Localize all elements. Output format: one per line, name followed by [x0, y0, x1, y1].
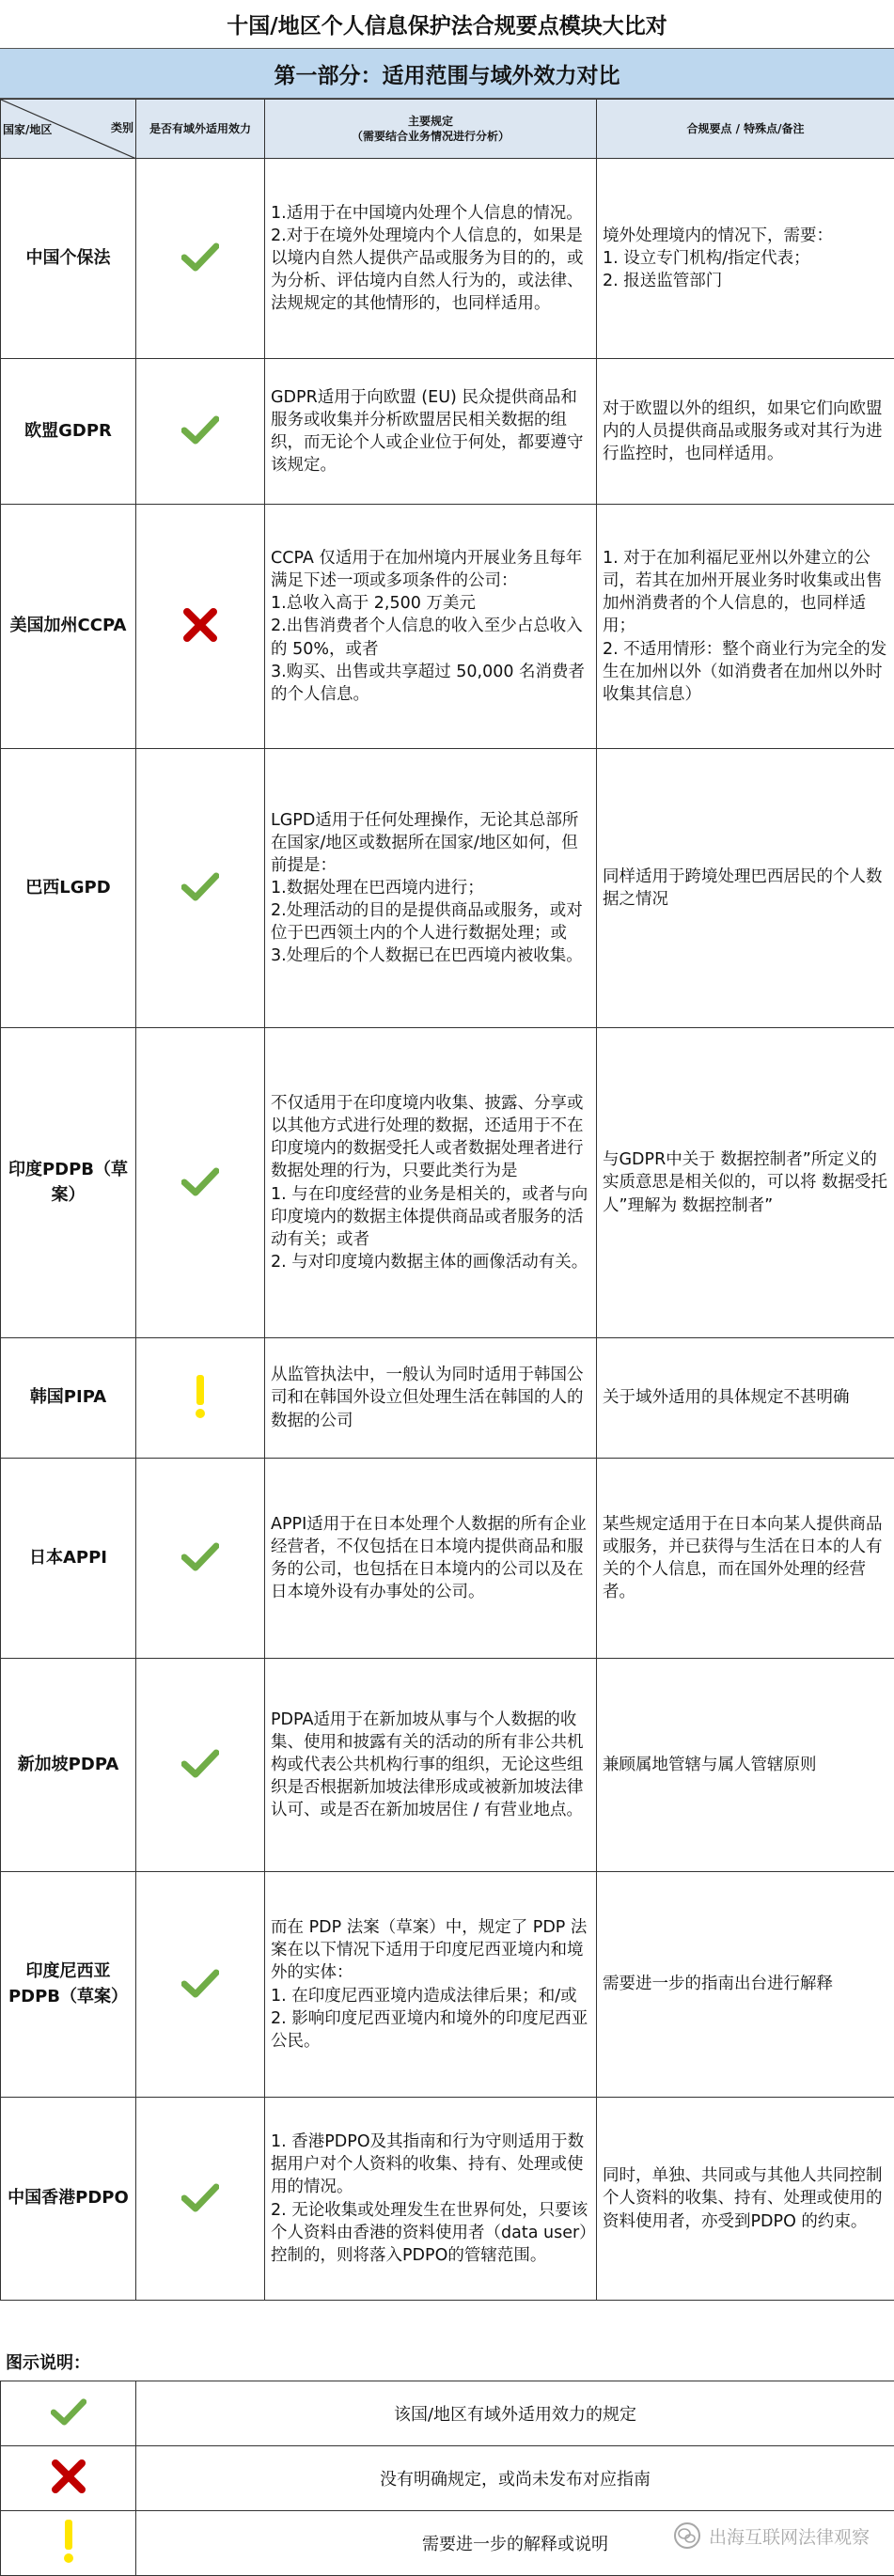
extraterritorial-cell: [136, 1659, 265, 1872]
note-cell: 1. 对于在加利福尼亚州以外建立的公司，若其在加州开展业务时收集或出售加州消费者的个人信息的，也同样适用； 2. 不适用情形：整个商业行为完全的发生在加州以外（如消费者在加州以外时收集其信息）: [597, 505, 894, 749]
header-main-rules-line2: （需要结合业务情况进行分析）: [265, 129, 596, 144]
note-cell: 需要进一步的指南出台进行解释: [597, 1872, 894, 2098]
check-icon: [181, 1182, 219, 1200]
note-cell: 关于域外适用的具体规定不甚明确: [597, 1338, 894, 1459]
country-cell: [1, 1028, 136, 1338]
country-cell: [1, 359, 136, 505]
main-rule-cell: 1.适用于在中国境内处理个人信息的情况。 2.对于在境外处理境内个人信息的，如果是以境内自然人提供产品或服务为目的的，或为分析、评估境内自然人行为的，或法律、法规规定的其他情形的，也同样适用。: [265, 159, 597, 359]
note-cell: 兼顾属地管辖与属人管辖原则: [597, 1659, 894, 1872]
legend-text: 该国/地区有域外适用效力的规定: [136, 2381, 894, 2446]
wechat-icon: [673, 2521, 701, 2550]
extraterritorial-cell: [136, 2098, 265, 2301]
country-name: 中国香港PDPO: [8, 2188, 129, 2208]
check-icon: [181, 1557, 219, 1575]
country-name: 印度尼西亚PDPB（草案）: [8, 1961, 128, 2006]
table-row: [1, 1872, 894, 2098]
header-main-rules: [265, 100, 597, 159]
main-rule-cell: 1. 香港PDPO及其指南和行为守则适用于数据用户对个人资料的收集、持有、处理或使用的情况。 2. 无论收集或处理发生在世界何处，只要该个人资料由香港的资料使用者（data user）控制的，则将落入PDPO的管辖范围。: [265, 2098, 597, 2301]
extraterritorial-cell: [136, 1872, 265, 2098]
country-cell: [1, 2098, 136, 2301]
country-cell: [1, 1659, 136, 1872]
table-row: [1, 2098, 894, 2301]
main-rule-cell: CCPA 仅适用于在加州境内开展业务且每年满足下述一项或多项条件的公司： 1.总收入高于 2,500 万美元 2.出售消费者个人信息的收入至少占总收入的 50%，或者 3.购买、出售或共享超过 50,000 名消费者的个人信息。: [265, 505, 597, 749]
header-country-category: [1, 100, 136, 159]
main-rule-cell: PDPA适用于在新加坡从事与个人数据的收集、使用和披露有关的活动的所有非公共机构或代表公共机构行事的组织，无论这些组织是否根据新加坡法律形成或被新加坡法律认可、或是否在新加坡居住 / 有营业地点。: [265, 1659, 597, 1872]
country-name: 欧盟GDPR: [24, 421, 112, 441]
legend-text: 需要进一步的解释或说明: [136, 2511, 894, 2576]
section-title: 第一部分：适用范围与域外效力对比: [0, 49, 894, 99]
main-rule-cell: GDPR适用于向欧盟 (EU) 民众提供商品和服务或收集并分析欧盟居民相关数据的组织，而无论个人或企业位于何处，都要遵守该规定。: [265, 359, 597, 505]
legend-icon-cell: [1, 2511, 136, 2576]
extraterritorial-cell: [136, 1338, 265, 1459]
main-rule-cell: 而在 PDP 法案（草案）中，规定了 PDP 法案在以下情况下适用于印度尼西亚境内和境外的实体： 1. 在印度尼西亚境内造成法律后果；和/或 2. 影响印度尼西亚境内和境外的印度尼西亚公民。: [265, 1872, 597, 2098]
check-icon: [181, 2198, 219, 2216]
header-country-label: 国家/地区: [3, 122, 52, 137]
country-name: 印度PDPB（草案）: [8, 1160, 128, 1204]
note-cell: 对于欧盟以外的组织，如果它们向欧盟内的人员提供商品或服务或对其行为进行监控时，也同样适用。: [597, 359, 894, 505]
country-name: 中国个保法: [26, 248, 111, 268]
legend-label: 图示说明：: [6, 2350, 90, 2374]
header-main-rules-line1: 主要规定: [265, 114, 596, 129]
country-cell: [1, 1872, 136, 2098]
warn-icon: [194, 1406, 207, 1424]
extraterritorial-cell: [136, 159, 265, 359]
country-cell: [1, 505, 136, 749]
header-notes: [597, 100, 894, 159]
cross-icon: [51, 2480, 86, 2498]
table-row: [1, 505, 894, 749]
extraterritorial-cell: [136, 1459, 265, 1659]
note-cell: 与GDPR中关于 数据控制者”所定义的实质意思是相关似的，可以将 数据受托人”理解为 数据控制者”: [597, 1028, 894, 1338]
note-cell: 同时，单独、共同或与其他人共同控制个人资料的收集、持有、处理或使用的资料使用者，亦受到PDPO 的约束。: [597, 2098, 894, 2301]
header-extraterritorial-label: 是否有域外适用效力: [149, 122, 251, 135]
country-cell: [1, 1338, 136, 1459]
legend-icon-cell: [1, 2446, 136, 2511]
header-type-label: 类别: [111, 120, 133, 135]
main-rule-cell: LGPD适用于任何处理操作，无论其总部所在国家/地区或数据所在国家/地区如何，但前提是： 1.数据处理在巴西境内进行； 2.处理活动的目的是提供商品或服务，或对位于巴西领土内的个人进行数据处理；或 3.处理后的个人数据已在巴西境内被收集。: [265, 749, 597, 1028]
table-row: [1, 1028, 894, 1338]
check-icon: [181, 430, 219, 448]
country-name: 新加坡PDPA: [18, 1755, 119, 1774]
check-icon: [181, 258, 219, 275]
check-icon: [181, 1764, 219, 1782]
legend-icon-cell: [1, 2381, 136, 2446]
country-cell: [1, 159, 136, 359]
table-row: [1, 359, 894, 505]
comparison-table: [0, 99, 894, 2301]
main-rule-cell: 不仅适用于在印度境内收集、披露、分享或以其他方式进行处理的数据，还适用于不在印度境内的数据受托人或者数据处理者进行数据处理的行为，只要此类行为是 1. 与在印度经营的业务是相关的，或者与向印度境内的数据主体提供商品或者服务的活动有关；或者 2. 与对印度境内数据主体的画像活动有关。: [265, 1028, 597, 1338]
country-name: 巴西LGPD: [25, 878, 110, 898]
extraterritorial-cell: [136, 359, 265, 505]
extraterritorial-cell: [136, 749, 265, 1028]
main-rule-cell: 从监管执法中，一般认为同时适用于韩国公司和在韩国外设立但处理生活在韩国的人的数据的公司: [265, 1338, 597, 1459]
note-cell: 某些规定适用于在日本向某人提供商品或服务，并已获得与生活在日本的人有关的个人信息，而在国外处理的经营者。: [597, 1459, 894, 1659]
check-icon: [51, 2412, 86, 2429]
cross-icon: [182, 629, 218, 647]
header-extraterritorial: [136, 100, 265, 159]
page-title: 十国/地区个人信息保护法合规要点模块大比对: [0, 0, 894, 49]
check-icon: [181, 1984, 219, 2002]
legend-text: 没有明确规定，或尚未发布对应指南: [136, 2446, 894, 2511]
warn-icon: [62, 2551, 75, 2568]
table-row: [1, 1659, 894, 1872]
legend-row: [1, 2381, 894, 2446]
country-name: 美国加州CCPA: [10, 616, 127, 635]
country-cell: [1, 1459, 136, 1659]
table-row: [1, 749, 894, 1028]
country-cell: [1, 749, 136, 1028]
country-name: 韩国PIPA: [30, 1387, 106, 1407]
note-cell: 同样适用于跨境处理巴西居民的个人数据之情况: [597, 749, 894, 1028]
watermark: [673, 2521, 870, 2550]
header-notes-label: 合规要点 / 特殊点/备注: [686, 122, 804, 135]
country-name: 日本APPI: [29, 1548, 107, 1568]
extraterritorial-cell: [136, 505, 265, 749]
table-row: [1, 1338, 894, 1459]
check-icon: [181, 887, 219, 905]
note-cell: 境外处理境内的情况下，需要： 1. 设立专门机构/指定代表； 2. 报送监管部门: [597, 159, 894, 359]
main-rule-cell: APPI适用于在日本处理个人数据的所有企业经营者，不仅包括在日本境内提供商品和服务的公司，也包括在日本境内的公司以及在日本境外设有办事处的公司。: [265, 1459, 597, 1659]
extraterritorial-cell: [136, 1028, 265, 1338]
table-header-row: [1, 100, 894, 159]
watermark-text: 出海互联网法律观察: [709, 2523, 870, 2549]
table-row: [1, 1459, 894, 1659]
legend-row: [1, 2446, 894, 2511]
table-row: [1, 159, 894, 359]
